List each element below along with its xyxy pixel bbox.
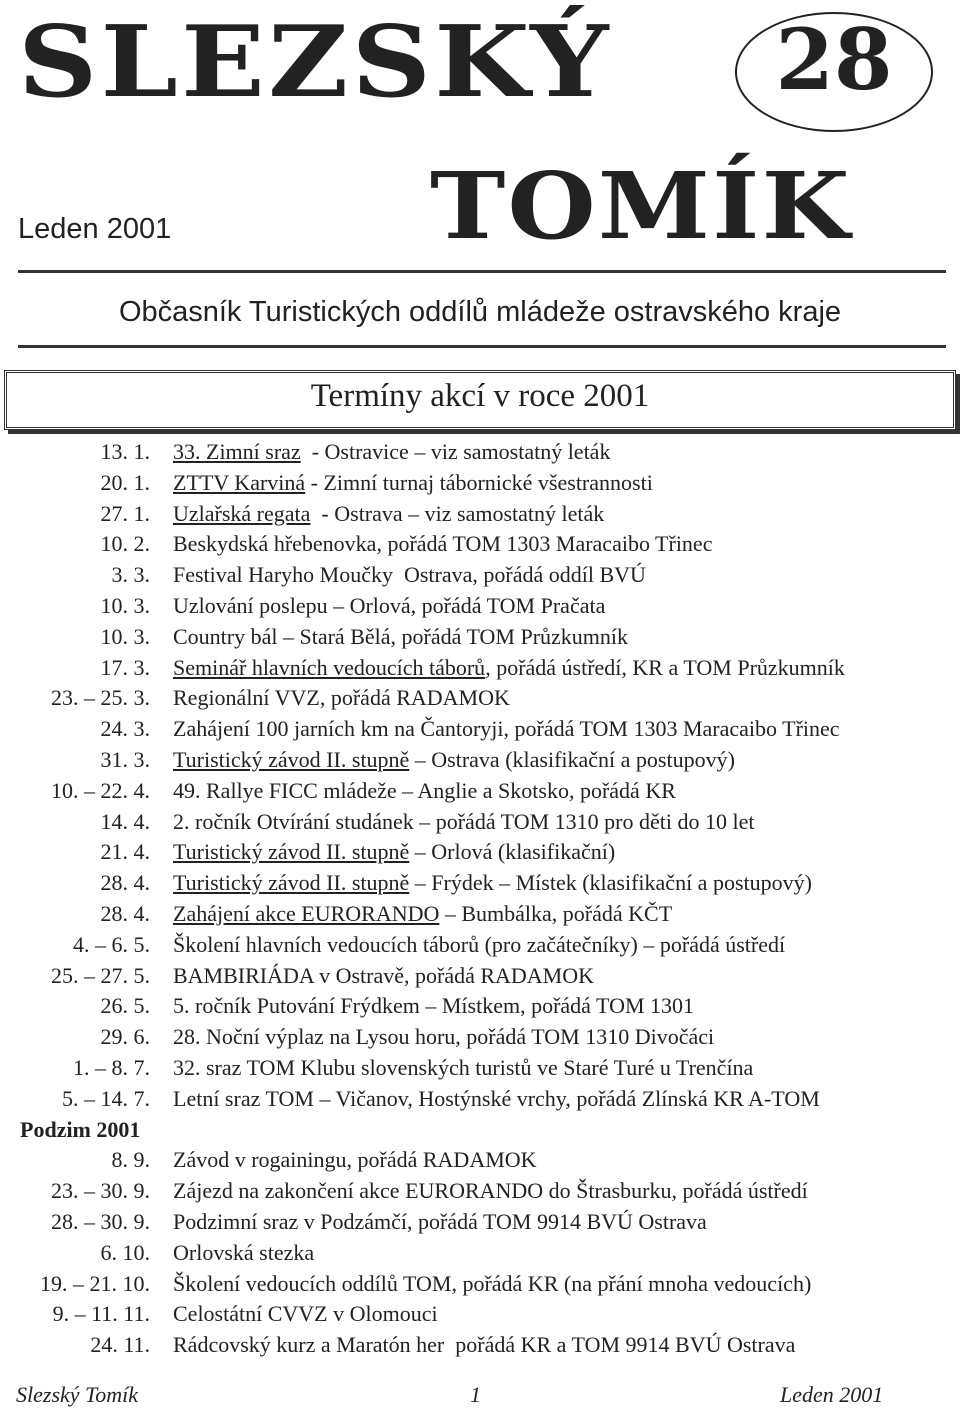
footer-publication: Slezský Tomík: [16, 1382, 139, 1407]
event-date: 28. – 30. 9.: [51, 1208, 150, 1234]
event-text: Zahájení 100 jarních km na Čantoryji, pořádá TOM 1303 Maracaibo Třinec: [173, 716, 840, 742]
event-row: [0, 776, 960, 807]
event-date: 26. 5.: [100, 993, 150, 1019]
event-text: Beskydská hřebenovka, pořádá TOM 1303 Maracaibo Třinec: [173, 531, 713, 557]
event-description: [173, 1238, 314, 1268]
event-date: 4. – 6. 5.: [73, 931, 150, 957]
event-row: [0, 1176, 960, 1207]
event-row: [0, 437, 960, 468]
event-link[interactable]: Turistický závod II. stupně: [173, 839, 410, 865]
event-date: 14. 4.: [100, 808, 150, 834]
event-date: 23. – 30. 9.: [51, 1178, 150, 1204]
event-text: – Ostrava (klasifikační a postupový): [409, 746, 735, 772]
event-date: 24. 11.: [90, 1332, 150, 1358]
event-text: Závod v rogainingu, pořádá RADAMOK: [173, 1147, 537, 1173]
event-date: 25. – 27. 5.: [51, 962, 150, 988]
event-row: [0, 837, 960, 868]
event-text: Country bál – Stará Bělá, pořádá TOM Průzkumník: [173, 623, 629, 649]
event-link[interactable]: 33. Zimní sraz: [173, 439, 301, 464]
event-row: [0, 899, 960, 930]
event-text: Regionální VVZ, pořádá RADAMOK: [173, 685, 510, 711]
event-date: 23. – 25. 3.: [51, 685, 150, 711]
event-link[interactable]: Zahájení akce EURORANDO: [173, 900, 440, 926]
event-description: [173, 1145, 537, 1175]
event-text: , pořádá ústředí, KR a TOM Průzkumník: [485, 654, 845, 680]
event-text: – Frýdek – Místek (klasifikační a postupový): [409, 870, 812, 896]
event-text: Zájezd na zakončení akce EURORANDO do Štrasburku, pořádá ústředí: [173, 1178, 808, 1204]
event-description: [173, 1269, 811, 1299]
event-text: Školení vedoucích oddílů TOM, pořádá KR (na přání mnoha vedoucích): [173, 1270, 812, 1296]
event-text: 5. ročník Putování Frýdkem – Místkem, pořádá TOM 1301: [173, 993, 695, 1019]
event-row: [0, 1238, 960, 1269]
event-row: [0, 560, 960, 591]
event-date: 10. 2.: [100, 531, 150, 557]
event-row: [0, 1145, 960, 1176]
event-date: 1. – 8. 7.: [73, 1054, 150, 1080]
event-text: - Zimní turnaj tábornické všestrannosti: [305, 469, 653, 495]
event-description: [173, 653, 845, 683]
event-row: [0, 499, 960, 530]
event-description: [173, 499, 604, 529]
event-date: 10. 3.: [100, 592, 150, 618]
event-row: [0, 745, 960, 776]
event-description: [173, 591, 605, 621]
event-row: [0, 961, 960, 992]
event-date: 28. 4.: [100, 900, 150, 926]
event-row: [0, 591, 960, 622]
event-link[interactable]: Turistický závod II. stupně: [173, 870, 410, 896]
event-date: 28. 4.: [100, 870, 150, 896]
event-date: 3. 3.: [111, 562, 150, 588]
event-text: 49. Rallye FICC mládeže – Anglie a Skotsko, pořádá KR: [173, 777, 676, 803]
event-row: [0, 930, 960, 961]
event-text: BAMBIRIÁDA v Ostravě, pořádá RADAMOK: [173, 962, 595, 988]
event-date: 10. 3.: [100, 623, 150, 649]
event-text: Festival Haryho Moučky Ostrava, pořádá oddíl BVÚ: [173, 562, 646, 588]
event-description: [173, 622, 628, 652]
event-date: 27. 1.: [100, 500, 150, 526]
masthead-title-line2: TOMÍK: [430, 152, 852, 260]
event-row: [0, 1269, 960, 1300]
footer-date: Leden 2001: [780, 1382, 884, 1407]
event-description: [173, 560, 646, 590]
event-description: [173, 1053, 753, 1083]
event-description: [173, 1299, 438, 1329]
event-description: [173, 807, 754, 837]
event-row: [0, 714, 960, 745]
event-row: [0, 868, 960, 899]
event-date: 29. 6.: [100, 1024, 150, 1050]
event-date: 13. 1.: [100, 439, 150, 464]
divider-bottom: [18, 345, 946, 348]
event-description: [173, 1207, 707, 1237]
event-text: Orlovská stezka: [173, 1239, 315, 1265]
event-row: [0, 1330, 960, 1361]
event-date: 8. 9.: [111, 1147, 150, 1173]
event-description: [173, 1022, 714, 1052]
events-list: [0, 437, 960, 1361]
event-description: [173, 468, 653, 498]
event-description: [173, 683, 510, 713]
issue-number: 28: [775, 10, 893, 109]
event-text: Podzimní sraz v Podzámčí, pořádá TOM 9914 BVÚ Ostrava: [173, 1208, 707, 1234]
event-description: [173, 899, 672, 929]
event-date: 20. 1.: [100, 469, 150, 495]
event-text: Školení hlavních vedoucích táborů (pro začátečníky) – pořádá ústředí: [173, 931, 786, 957]
event-date: 19. – 21. 10.: [40, 1270, 150, 1296]
event-text: Uzlování poslepu – Orlová, pořádá TOM Pračata: [173, 592, 606, 618]
event-text: – Bumbálka, pořádá KČT: [439, 900, 673, 926]
event-text: 2. ročník Otvírání studánek – pořádá TOM 1310 pro děti do 10 let: [173, 808, 755, 834]
season-heading: [0, 1115, 960, 1146]
event-row: [0, 807, 960, 838]
event-link[interactable]: Seminář hlavních vedoucích táborů: [173, 654, 486, 680]
event-description: [173, 837, 615, 867]
event-description: [173, 714, 840, 744]
event-row: [0, 1299, 960, 1330]
event-text: - Ostravice – viz samostatný leták: [300, 439, 611, 464]
event-link[interactable]: Uzlařská regata: [173, 500, 311, 526]
event-row: [0, 653, 960, 684]
event-text: Celostátní CVVZ v Olomouci: [173, 1301, 438, 1327]
event-row: [0, 468, 960, 499]
footer-page-number: 1: [470, 1382, 481, 1407]
event-text: Letní sraz TOM – Vičanov, Hostýnské vrchy, pořádá Zlínská KR A-TOM: [173, 1085, 820, 1111]
event-text: Rádcovský kurz a Maratón her pořádá KR a TOM 9914 BVÚ Ostrava: [173, 1332, 796, 1358]
event-link[interactable]: Turistický závod II. stupně: [173, 746, 410, 772]
masthead-title-line1: SLEZSKÝ: [18, 5, 612, 120]
season-label: Podzim 2001: [20, 1116, 141, 1142]
event-date: 31. 3.: [100, 746, 150, 772]
event-row: [0, 529, 960, 560]
section-title: Termíny akcí v roce 2001: [310, 378, 650, 414]
event-text: – Orlová (klasifikační): [409, 839, 616, 865]
event-row: [0, 1053, 960, 1084]
event-row: [0, 622, 960, 653]
event-text: 32. sraz TOM Klubu slovenských turistů ve Staré Turé u Trenčína: [173, 1054, 754, 1080]
event-row: [0, 991, 960, 1022]
event-date: 9. – 11. 11.: [52, 1301, 150, 1327]
event-date: 17. 3.: [100, 654, 150, 680]
issue-date: Leden 2001: [18, 213, 172, 245]
event-description: [173, 776, 676, 806]
event-text: - Ostrava – viz samostatný leták: [310, 500, 605, 526]
event-date: 6. 10.: [100, 1239, 150, 1265]
event-description: [173, 961, 594, 991]
event-description: [173, 1084, 820, 1114]
event-text: 28. Noční výplaz na Lysou horu, pořádá TOM 1310 Divočáci: [173, 1024, 715, 1050]
event-row: [0, 1207, 960, 1238]
event-description: [173, 991, 694, 1021]
event-row: [0, 1084, 960, 1115]
event-description: [173, 745, 735, 775]
event-date: 24. 3.: [100, 716, 150, 742]
event-link[interactable]: ZTTV Karviná: [173, 469, 306, 495]
event-description: [173, 437, 610, 467]
event-row: [0, 683, 960, 714]
event-date: 10. – 22. 4.: [51, 777, 150, 803]
subtitle: Občasník Turistických oddílů mládeže ostravského kraje: [118, 296, 842, 328]
event-description: [173, 1176, 808, 1206]
event-description: [173, 1330, 795, 1360]
divider-top: [18, 270, 946, 273]
event-description: [173, 529, 712, 559]
event-description: [173, 868, 812, 898]
event-date: 21. 4.: [100, 839, 150, 865]
event-row: [0, 1022, 960, 1053]
event-description: [173, 930, 785, 960]
event-date: 5. – 14. 7.: [62, 1085, 150, 1111]
